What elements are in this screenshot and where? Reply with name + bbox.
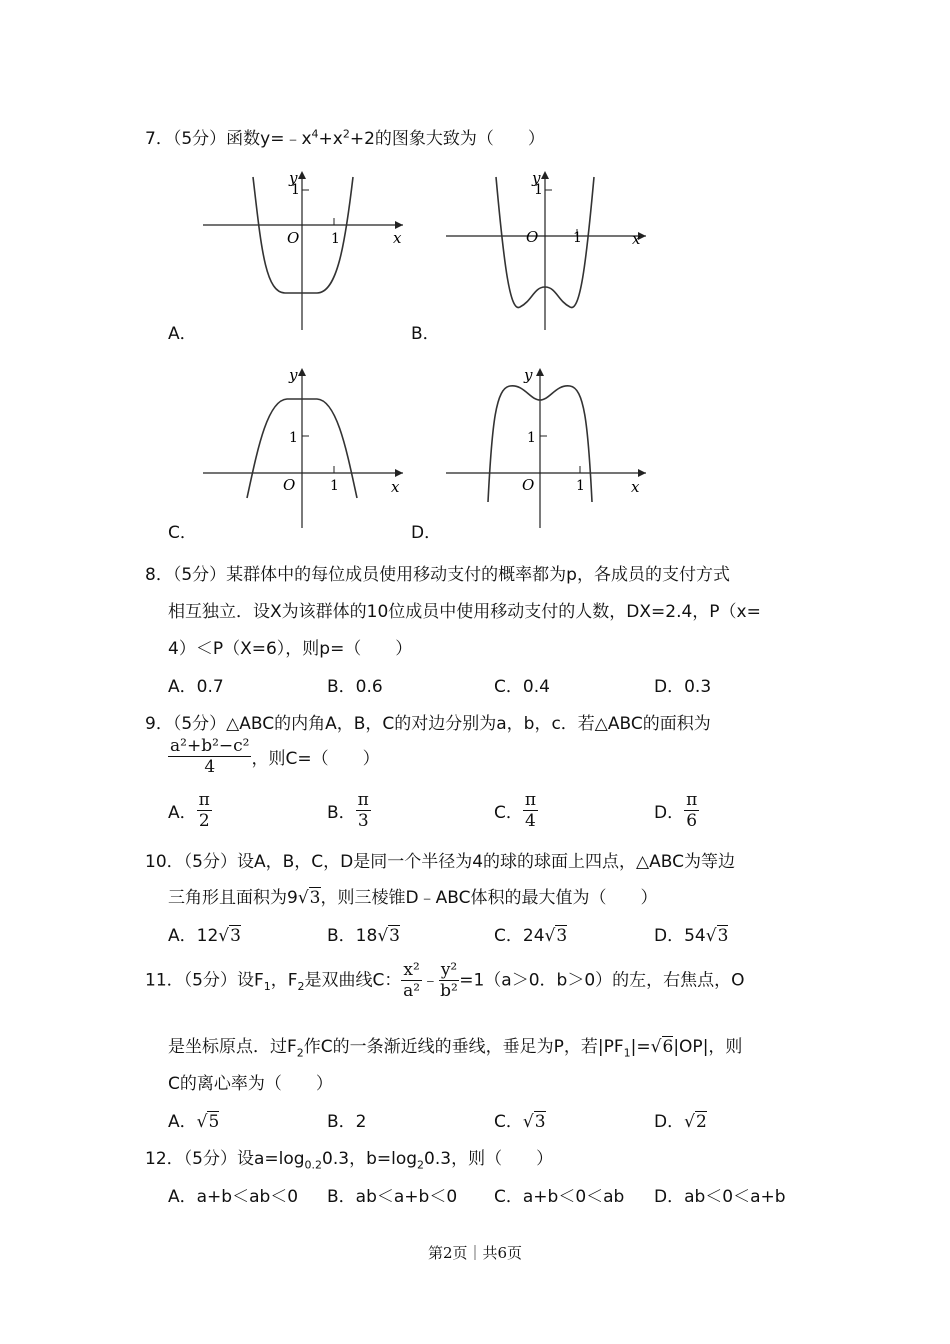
q9-fraction-numerator: a²+b²−c² — [170, 736, 250, 756]
q11-option-c-rad: 3 — [534, 1112, 546, 1132]
q9-option-b-den: 3 — [357, 811, 369, 831]
q8-option-d[interactable] — [654, 672, 711, 697]
q7-number: 7． — [145, 129, 173, 149]
graph-a-x-tick-label: 1 — [331, 231, 340, 247]
q11-sub-2: 2 — [297, 979, 305, 993]
q9-number: 9． — [145, 714, 173, 734]
graph-d-y-label: y — [524, 366, 533, 384]
q8-option-b-label: B． — [327, 677, 356, 697]
graph-b-y-tick-label: 1 — [534, 182, 543, 198]
q11-y-num: y² — [440, 960, 458, 980]
q9-line-1 — [145, 709, 711, 734]
q9-option-d-den: 6 — [686, 811, 698, 831]
q9-option-c-label: C． — [494, 803, 523, 823]
q9-option-c-den: 4 — [525, 811, 536, 831]
q11-text-4: =1（a＞0．b＞0）的左，右焦点，O — [459, 970, 745, 991]
q12-option-d[interactable] — [654, 1182, 786, 1207]
q11-sub-1: 1 — [263, 979, 271, 993]
graph-c-x-label: x — [391, 478, 400, 496]
q12-number: 12． — [145, 1149, 184, 1169]
q12-option-d-label: D． — [654, 1187, 685, 1207]
q9-area-fraction — [168, 736, 251, 777]
graph-a-x-label: x — [393, 229, 402, 247]
q10-sqrt: √3 — [297, 888, 321, 908]
q7-graph-c — [195, 362, 410, 532]
q9-option-a-num: π — [198, 790, 210, 810]
q12-line-1 — [145, 1144, 553, 1171]
q10-option-d-coef: 54 — [684, 926, 706, 946]
q8-option-b[interactable] — [327, 672, 383, 697]
graph-a-x-arrow — [395, 221, 403, 229]
q9-option-d-fraction — [684, 790, 699, 831]
graph-a-origin: O — [287, 229, 300, 247]
graph-b-x-tick-label: 1 — [573, 230, 582, 246]
q12-option-b-value: ab＜a+b＜0 — [355, 1187, 458, 1207]
graph-a-y-tick-label: 1 — [291, 182, 300, 198]
q11-text-7: |= — [630, 1037, 651, 1057]
q7-graph-b — [438, 165, 653, 335]
q10-option-a-sqrt: √3 — [218, 926, 241, 946]
q11-option-b[interactable] — [327, 1107, 367, 1132]
q10-option-c[interactable] — [494, 921, 567, 946]
q12-option-d-value: ab＜0＜a+b — [684, 1187, 786, 1207]
graph-b-y-label: y — [532, 169, 541, 187]
q11-option-b-value: 2 — [355, 1112, 367, 1132]
q11-sqrt-radicand: 6 — [662, 1037, 674, 1057]
q10-option-d-sqrt: √3 — [705, 926, 729, 946]
q10-option-d-label: D． — [654, 926, 685, 946]
q10-score: （5分） — [183, 852, 237, 872]
q11-score: （5分） — [183, 970, 237, 991]
q12-option-a[interactable] — [168, 1182, 298, 1207]
q11-option-c-label: C． — [494, 1112, 523, 1132]
graph-a-y-label: y — [289, 169, 298, 187]
q12-option-c-value: a+b＜0＜ab — [522, 1187, 625, 1207]
q10-text-2b: ，则三棱锥D﹣ABC体积的最大值为（ ） — [320, 888, 658, 908]
q7-graph-a-label[interactable]: A． — [168, 324, 197, 344]
q10-line-2 — [168, 883, 657, 908]
q8-option-d-value: 0.3 — [684, 677, 712, 697]
q10-option-c-sqrt: √3 — [544, 926, 568, 946]
q11-x-fraction — [401, 960, 421, 1001]
q10-option-c-label: C． — [494, 926, 523, 946]
q8-option-c-label: C． — [494, 677, 523, 697]
q7-stem — [145, 124, 545, 149]
q10-option-d-rad: 3 — [717, 926, 729, 946]
q11-text-1: 设F — [236, 970, 264, 991]
q11-option-c-sqrt: √3 — [522, 1112, 546, 1132]
q8-text-1: 某群体中的每位成员使用移动支付的概率都为p，各成员的支付方式 — [226, 565, 730, 585]
q7-graph-d-label[interactable]: D． — [411, 523, 442, 543]
q10-option-a[interactable] — [168, 921, 241, 946]
q8-option-a[interactable] — [168, 672, 224, 697]
q10-option-a-label: A． — [168, 926, 197, 946]
q9-option-c[interactable] — [494, 790, 538, 831]
q11-option-d-label: D． — [654, 1112, 685, 1132]
q10-sqrt-radicand: 3 — [309, 888, 321, 908]
q10-option-c-coef: 24 — [522, 926, 545, 946]
q10-text-1: 设A，B，C，D是同一个半径为4的球的球面上四点，△ABC为等边 — [236, 852, 735, 872]
q7-sup-2: 2 — [342, 127, 350, 141]
q10-option-c-rad: 3 — [556, 926, 568, 946]
q12-option-c-label: C． — [494, 1187, 523, 1207]
graph-d-origin: O — [522, 476, 535, 494]
q11-sub-3: 2 — [296, 1046, 304, 1060]
graph-d-y-arrow — [536, 368, 544, 376]
graph-c-x-arrow — [395, 469, 403, 477]
q11-line-3: C的离心率为（ ） — [168, 1074, 333, 1094]
graph-d-x-label: x — [631, 478, 640, 496]
q10-option-b[interactable] — [327, 921, 400, 946]
q12-score: （5分） — [183, 1149, 237, 1169]
graph-c-origin: O — [283, 476, 296, 494]
q11-sub-4: 1 — [623, 1046, 631, 1060]
q7-graph-c-label[interactable]: C． — [168, 523, 197, 543]
page-footer: 第2页｜共6页 — [427, 1244, 523, 1262]
q9-option-a-fraction — [197, 790, 212, 831]
q7-text-3: +2的图象大致为（ ） — [349, 129, 545, 149]
q12-option-a-value: a+b＜ab＜0 — [196, 1187, 299, 1207]
q9-option-d-label: D． — [654, 803, 685, 823]
q7-sup-4: 4 — [311, 127, 319, 141]
q8-option-a-label: A． — [168, 677, 197, 697]
q9-score: （5分） — [172, 714, 227, 734]
q9-text-1: △ABC的内角A，B，C的对边分别为a，b，c．若△ABC的面积为 — [226, 714, 711, 734]
q11-line-2 — [168, 1032, 742, 1059]
graph-b-y-arrow — [541, 171, 549, 179]
q12-text-3: 0.3，则（ ） — [424, 1149, 554, 1169]
q8-option-c-value: 0.4 — [522, 677, 550, 697]
q11-option-b-label: B． — [327, 1112, 356, 1132]
graph-d-x-tick-label: 1 — [576, 478, 585, 494]
q10-option-d[interactable] — [654, 921, 728, 946]
q9-fraction-denominator: 4 — [204, 757, 216, 777]
q12-text-1: 设a=log — [236, 1149, 305, 1169]
graph-d-y-tick-label: 1 — [527, 430, 536, 446]
q12-option-a-label: A． — [168, 1187, 197, 1207]
q11-option-a-rad: 5 — [208, 1112, 220, 1132]
q10-line-1 — [145, 847, 735, 872]
q7-graph-a — [195, 165, 410, 335]
q8-line-3: 4）＜P（X=6），则p=（ ） — [168, 639, 413, 659]
q8-number: 8． — [145, 565, 173, 585]
q11-option-c[interactable] — [494, 1107, 546, 1132]
q11-option-d-sqrt: √2 — [684, 1112, 707, 1132]
graph-c-y-label: y — [289, 366, 298, 384]
q8-score: （5分） — [172, 565, 227, 585]
q11-sqrt: √6 — [650, 1037, 674, 1057]
q11-option-a-sqrt: √5 — [196, 1112, 220, 1132]
q7-graph-d — [438, 362, 653, 532]
q11-number: 11． — [145, 970, 184, 991]
graph-b-x-label: x — [632, 230, 641, 248]
q11-option-d-rad: 2 — [695, 1112, 707, 1132]
q12-text-2: 0.3，b=log — [322, 1149, 418, 1169]
q10-option-b-coef: 18 — [355, 926, 378, 946]
q10-option-b-sqrt: √3 — [377, 926, 400, 946]
q9-text-2: ，则C=（ ） — [251, 749, 380, 769]
q9-option-c-fraction — [523, 790, 538, 831]
q11-x-num: x² — [403, 960, 420, 980]
q9-option-b-label: B． — [327, 803, 356, 823]
q11-text-8: |OP|，则 — [673, 1037, 743, 1057]
q7-graph-b-label[interactable]: B． — [411, 324, 440, 344]
q11-y-fraction — [439, 960, 459, 1001]
q10-option-b-label: B． — [327, 926, 356, 946]
q10-option-b-rad: 3 — [389, 926, 400, 946]
q9-option-c-num: π — [524, 790, 537, 810]
q12-sub-1: 0.2 — [304, 1158, 323, 1172]
q11-option-a[interactable] — [168, 1107, 219, 1132]
q12-option-b[interactable] — [327, 1182, 457, 1207]
q8-line-1 — [145, 560, 730, 585]
graph-c-y-tick-label: 1 — [289, 430, 298, 446]
graph-a-y-arrow — [298, 171, 306, 179]
q8-option-a-value: 0.7 — [196, 677, 224, 697]
graph-b-origin: O — [526, 228, 539, 246]
q8-line-2: 相互独立．设X为该群体的10位成员中使用移动支付的人数，DX=2.4，P（x= — [168, 602, 761, 622]
q10-option-a-rad: 3 — [230, 926, 241, 946]
q10-number: 10． — [145, 852, 184, 872]
q9-option-b-fraction — [356, 790, 371, 831]
q9-option-a[interactable] — [168, 790, 212, 831]
q9-line-2 — [168, 736, 380, 777]
q11-x-den: a² — [403, 981, 421, 1001]
q7-text-2: +x — [318, 129, 343, 149]
q10-text-2a: 三角形且面积为9 — [168, 888, 298, 908]
q9-option-d-num: π — [686, 790, 698, 810]
q11-minus: ﹣ — [421, 970, 439, 991]
graph-c-y-arrow — [298, 368, 306, 376]
q12-option-b-label: B． — [327, 1187, 356, 1207]
q11-option-d[interactable] — [654, 1107, 707, 1132]
graph-d-x-arrow — [638, 469, 646, 477]
q9-option-a-label: A． — [168, 803, 197, 823]
q8-option-c[interactable] — [494, 672, 550, 697]
graph-c-x-tick-label: 1 — [330, 478, 339, 494]
q7-text-1: 函数y=﹣x — [226, 129, 312, 149]
q11-text-6: 作C的一条渐近线的垂线，垂足为P，若|PF — [303, 1037, 624, 1057]
q9-option-a-den: 2 — [198, 811, 210, 831]
q12-sub-2: 2 — [417, 1158, 425, 1172]
q8-option-b-value: 0.6 — [355, 677, 383, 697]
q9-option-d[interactable] — [654, 790, 699, 831]
q9-option-b[interactable] — [327, 790, 371, 831]
q11-line-1 — [145, 960, 745, 1001]
q11-text-2: ，F — [270, 970, 298, 991]
q7-score: （5分） — [172, 129, 227, 149]
q10-option-a-coef: 12 — [196, 926, 219, 946]
q9-option-b-num: π — [357, 790, 369, 810]
q11-text-5: 是坐标原点．过F — [168, 1037, 297, 1057]
q11-y-den: b² — [440, 981, 458, 1001]
q8-option-d-label: D． — [654, 677, 685, 697]
q11-option-a-label: A． — [168, 1112, 197, 1132]
q12-option-c[interactable] — [494, 1182, 624, 1207]
q11-text-3: 是双曲线C： — [304, 970, 402, 991]
